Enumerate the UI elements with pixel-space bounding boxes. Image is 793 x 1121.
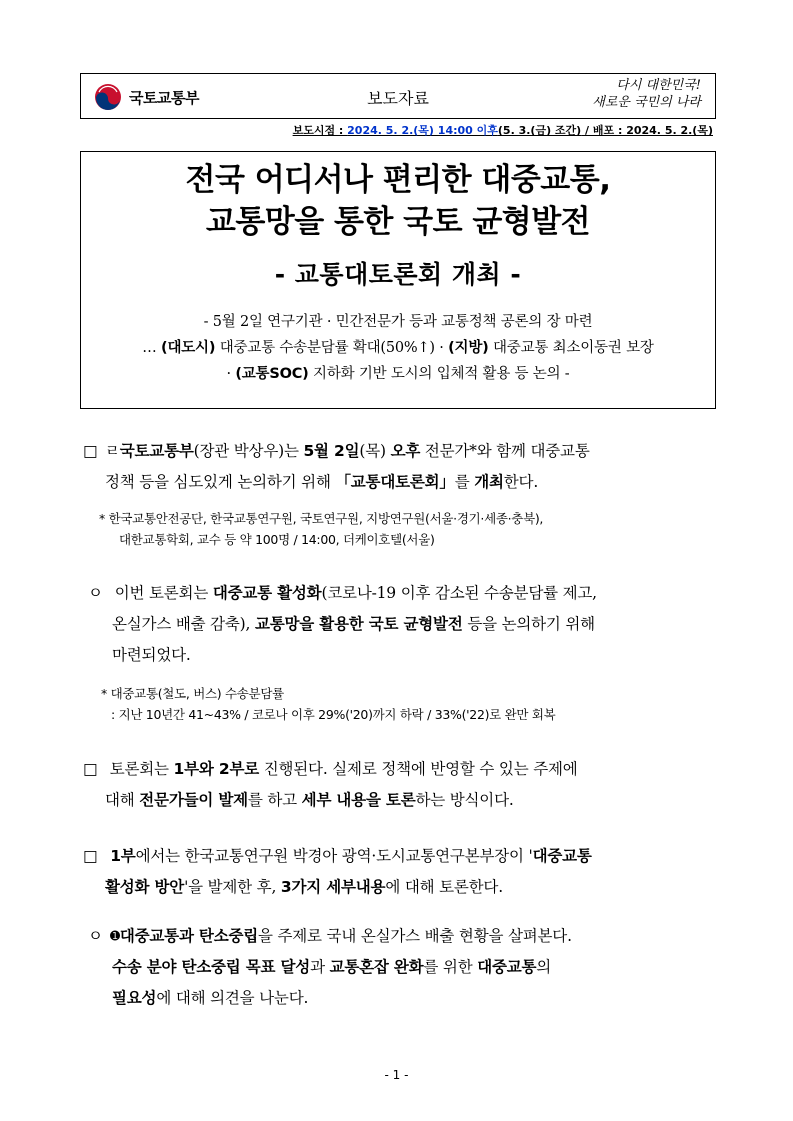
title-box: [80, 151, 716, 409]
text: (목): [359, 442, 391, 460]
emph: 3가지 세부내용: [280, 878, 386, 896]
square-bullet: □: [83, 442, 98, 460]
summary-line-1: - 5월 2일 연구기관 · 민간전문가 등과 교통정책 공론의 장 마련: [203, 314, 593, 330]
paragraph-line: [88, 983, 723, 1014]
slogan: [592, 77, 701, 111]
paragraph-line: [88, 952, 723, 983]
text: 에 대해 토론한다.: [385, 878, 503, 896]
title-line-1: 전국 어디서나 편리한 대중교통,: [185, 162, 611, 198]
summary-text: 대중교통 최소이동권 보장: [488, 340, 654, 356]
emph: 5월 2일: [303, 442, 360, 460]
emph: 교통망을 활용한 국토 균형발전: [254, 615, 463, 633]
text: 온실가스 배출 감축),: [112, 615, 255, 633]
circle-bullet: ㅇ: [88, 584, 103, 602]
note-line: * 한국교통안전공단, 한국교통연구원, 국토연구원, 지방연구원(서울·경기·세종·충북),: [99, 511, 544, 526]
text: (장관 박상우)는: [193, 442, 304, 460]
release-time: 2024. 5. 2.(목) 14:00 이후: [347, 124, 498, 137]
emph: 필요성: [112, 989, 157, 1007]
paragraph-line: 마련되었다.: [112, 646, 191, 664]
slogan-line-1: 다시 대한민국!: [616, 78, 701, 93]
summary-text: 지하화 기반 도시의 입체적 활용 등 논의 -: [308, 366, 570, 382]
circle-bullet: ㅇ: [88, 927, 103, 945]
emph: 오후: [390, 442, 421, 460]
text: 정책 등을 심도있게 논의하기 위해: [105, 473, 336, 491]
emph: 「교통대토론회」: [335, 473, 455, 491]
text: '을 발제한 후,: [184, 878, 281, 896]
paragraph-line: [83, 785, 723, 816]
note-line: : 지난 10년간 41~43% / 코로나 이후 29%('20)까지 하락 / 33%('22)로 완만 회복: [111, 707, 556, 722]
emph: 교통혼잡 완화: [329, 958, 424, 976]
text: ㄹ: [105, 442, 120, 460]
paragraph-line: [83, 841, 723, 872]
summary-line-3: [81, 361, 715, 387]
emph: 대중교통: [477, 958, 537, 976]
header-box: [80, 73, 716, 119]
text: 에서는 한국교통연구원 박경아 광역·도시교통연구본부장이 ': [135, 847, 533, 865]
summary-bold: (지방): [448, 340, 489, 356]
summary-text: ·: [226, 366, 236, 382]
summary-text: 대중교통 수송분담률 확대(50%↑) ·: [215, 340, 449, 356]
paragraph-line: [88, 609, 723, 640]
emph: 대중교통과 탄소중립: [119, 927, 259, 945]
text: 의: [536, 958, 552, 976]
text: 등을 논의하기 위해: [462, 615, 595, 633]
emph: 1부와 2부로: [173, 760, 260, 778]
summary: [81, 309, 715, 387]
emph: 활성화 방안: [105, 878, 185, 896]
release-paper: (5. 3.(금) 조간): [497, 124, 582, 137]
square-bullet: □: [83, 760, 98, 778]
summary-bold: (대도시): [161, 340, 216, 356]
paragraph-line: [88, 578, 723, 609]
paragraph-2: [88, 578, 723, 671]
emph: 대중교통: [532, 847, 592, 865]
emph: 수송 분야 탄소중립 목표 달성: [112, 958, 311, 976]
text: 를 하고: [247, 791, 302, 809]
paragraph-line: [83, 754, 723, 785]
text: (코로나-19 이후 감소된 수송분담률 제고,: [321, 584, 597, 602]
note-line: 대한교통학회, 교수 등 약 100명 / 14:00, 더케이호텔(서울): [119, 532, 435, 547]
summary-text: …: [142, 340, 162, 356]
emph: 대중교통 활성화: [212, 584, 322, 602]
title-line-2: 교통망을 통한 국토 균형발전: [205, 204, 591, 240]
number-marker: ➊: [110, 929, 120, 943]
paragraph-1: [83, 436, 723, 498]
paragraph-4: [83, 841, 723, 903]
paragraph-line: [83, 467, 723, 498]
square-bullet: □: [83, 847, 98, 865]
text: 하는 방식이다.: [415, 791, 514, 809]
emph: 국토교통부: [119, 442, 194, 460]
paragraph-line: [83, 872, 723, 903]
text: 를 위한: [423, 958, 478, 976]
subtitle: - 교통대토론회 개최 -: [274, 260, 522, 289]
text: 전문가*와 함께 대중교통: [420, 442, 590, 460]
text: 진행된다. 실제로 정책에 반영할 수 있는 주제에: [259, 760, 578, 778]
summary-bold: (교통SOC): [235, 366, 309, 382]
note-2: [101, 683, 555, 725]
text: 에 대해 의견을 나눈다.: [156, 989, 309, 1007]
main-title: [81, 159, 715, 243]
page-number: - 1 -: [384, 1068, 409, 1082]
paragraph-3: [83, 754, 723, 816]
emph: 개최: [474, 473, 504, 491]
note-line: * 대중교통(철도, 버스) 수송분담률: [101, 686, 284, 701]
note-1: [99, 508, 543, 550]
summary-line-2: [81, 335, 715, 361]
text: 한다.: [503, 473, 539, 491]
emph: 전문가들이 발제: [139, 791, 248, 809]
text: 을 주제로 국내 온실가스 배출 현황을 살펴본다.: [258, 927, 572, 945]
text: 토론회는: [105, 760, 174, 778]
emph: 1부: [105, 847, 136, 865]
text: 과: [310, 958, 330, 976]
release-distribution: / 배포 : 2024. 5. 2.(목): [581, 124, 713, 137]
document-type: 보도자료: [367, 89, 429, 108]
emph: 세부 내용을 토론: [301, 791, 416, 809]
paragraph-5: [88, 921, 723, 1014]
paragraph-line: [88, 921, 723, 952]
release-info: [293, 122, 713, 138]
text: 를: [454, 473, 475, 491]
release-label: 보도시점 :: [292, 124, 348, 137]
slogan-line-2: 새로운 국민의 나라: [592, 95, 701, 110]
text: 대해: [105, 791, 140, 809]
paragraph-line: [83, 436, 723, 467]
text: 이번 토론회는: [110, 584, 213, 602]
ministry-name: 국토교통부: [129, 88, 199, 107]
